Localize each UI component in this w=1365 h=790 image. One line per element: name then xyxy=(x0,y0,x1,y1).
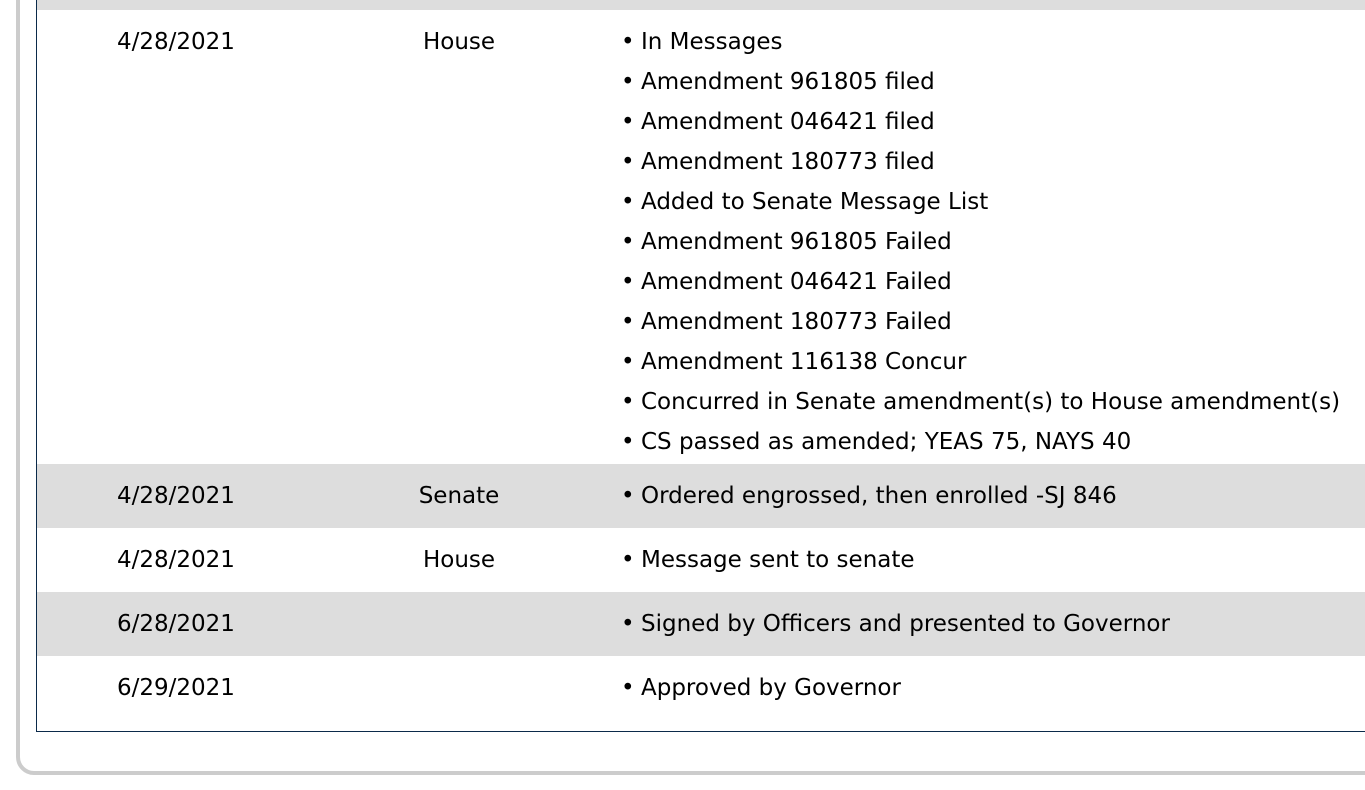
row-actions xyxy=(621,604,1170,644)
table-row xyxy=(37,592,1365,656)
action-item: • Ordered engrossed, then enrolled -SJ 846 xyxy=(621,483,1117,509)
row-actions xyxy=(621,540,915,580)
row-date: 4/28/2021 xyxy=(117,29,235,55)
action-item: • Message sent to senate xyxy=(621,547,915,573)
action-item: • Amendment 046421 Failed xyxy=(621,269,952,295)
action-item: • Concurred in Senate amendment(s) to House amendment(s) xyxy=(621,389,1341,415)
row-date: 4/28/2021 xyxy=(117,547,235,573)
table-row xyxy=(37,656,1365,720)
action-item: • Added to Senate Message List xyxy=(621,189,989,215)
bill-history-table xyxy=(36,0,1365,732)
action-item: • In Messages xyxy=(621,29,783,55)
row-actions xyxy=(621,668,901,708)
row-chamber: House xyxy=(422,547,496,573)
action-item: • Approved by Governor xyxy=(621,675,901,701)
action-item: • Signed by Officers and presented to Governor xyxy=(621,611,1170,637)
action-item: • Amendment 961805 filed xyxy=(621,69,935,95)
row-date: 4/28/2021 xyxy=(117,483,235,509)
action-item: • Amendment 116138 Concur xyxy=(621,349,967,375)
table-row xyxy=(37,10,1365,464)
row-chamber: House xyxy=(422,29,496,55)
action-item: • Amendment 046421 filed xyxy=(621,109,935,135)
row-actions xyxy=(621,476,1117,516)
row-date: 6/28/2021 xyxy=(117,611,235,637)
previous-row-strip xyxy=(37,0,1365,10)
table-row xyxy=(37,464,1365,528)
action-item: • CS passed as amended; YEAS 75, NAYS 40 xyxy=(621,429,1132,455)
row-date: 6/29/2021 xyxy=(117,675,235,701)
action-item: • Amendment 180773 Failed xyxy=(621,309,952,335)
row-actions xyxy=(621,22,1340,462)
action-item: • Amendment 961805 Failed xyxy=(621,229,952,255)
row-chamber: Senate xyxy=(418,483,500,509)
table-row xyxy=(37,528,1365,592)
action-item: • Amendment 180773 filed xyxy=(621,149,935,175)
